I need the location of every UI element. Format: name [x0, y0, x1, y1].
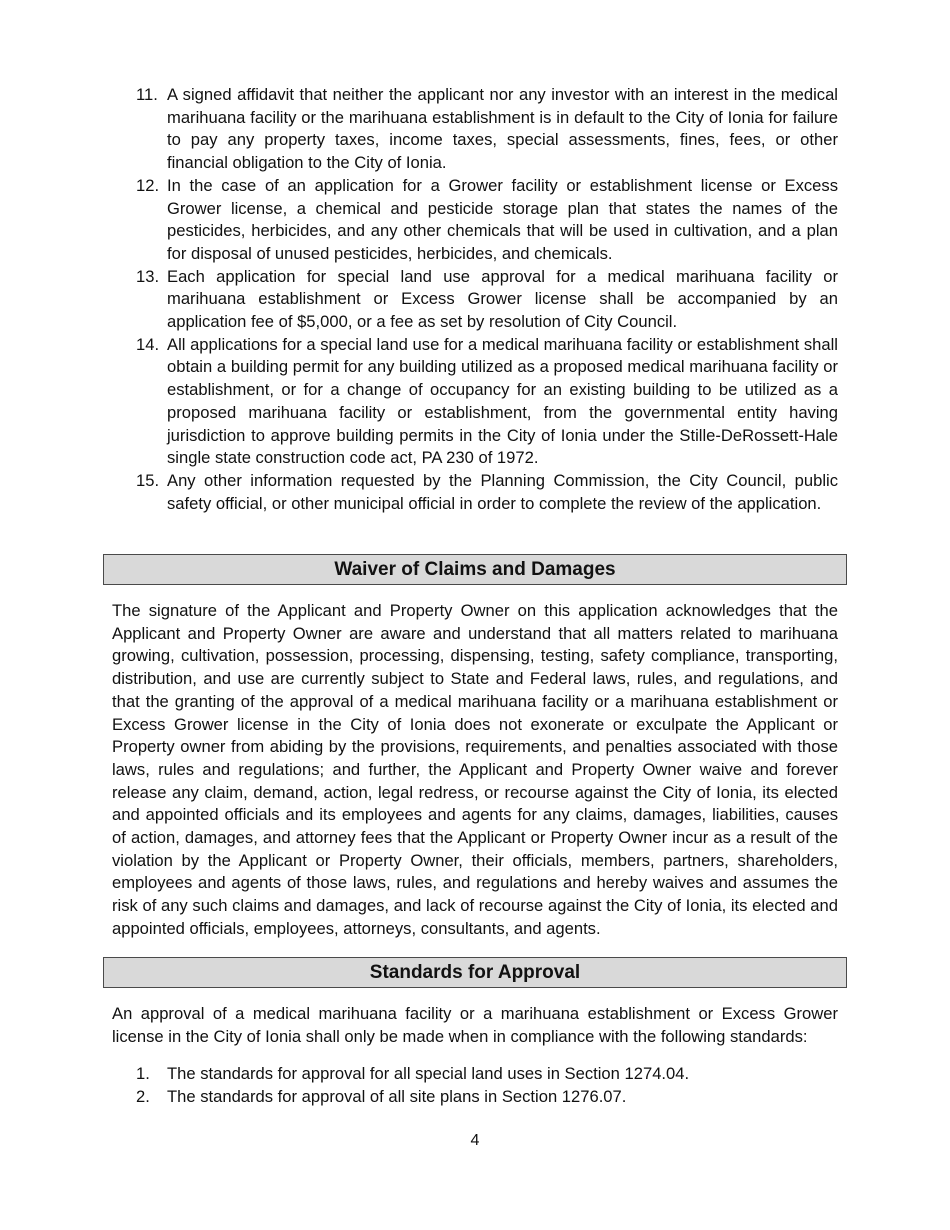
- waiver-paragraph: The signature of the Applicant and Property Owner on this application acknowledges that the Applicant and Property Owner are aware and understand that all matters related to marihuana growing, cultivation, possession, processing, dispensing, testing, safety compliance, transporting, distribution, and use are currently subject to State and Federal laws, rules, and regulations, and that the granting of the approval of a medical marihuana facility or a marihuana establishment or Excess Grower license in the City of Ionia does not exonerate or exculpate the Applicant or Property owner from abiding by the provisions, requirements, and penalties associated with those laws, rules and regulations; and further, the Applicant and Property Owner waive and forever release any claim, demand, action, legal redress, or recourse against the City of Ionia, its elected and appointed officials and its employees and agents for any claims, damages, liabilities, causes of action, damages, and attorney fees that the Applicant or Property Owner incur as a result of the violation by the Applicant or Property Owner, their officials, members, partners, shareholders, employees and agents of those laws, rules, and regulations and hereby waives and assumes the risk of any such claims and damages, and lack of recourse against the City of Ionia, its elected and appointed officials, employees, attorneys, consultants, and agents.: [112, 601, 838, 938]
- list-item-number: 2.: [136, 1086, 150, 1106]
- list-item-text: The standards for approval for all special land uses in Section 1274.04.: [167, 1064, 690, 1083]
- list-item: [136, 1063, 838, 1086]
- list-item-text: Any other information requested by the Planning Commission, the City Council, public safety official, or other municipal official in order to complete the review of the application.: [167, 470, 838, 513]
- list-item: [136, 266, 838, 334]
- list-item: [136, 1086, 838, 1109]
- list-item-text: In the case of an application for a Grower facility or establishment license or Excess Grower license, a chemical and pesticide storage plan that states the names of the pesticides, herbicides, and any other chemicals that will be used in cultivation, and a plan for disposal of unused pesticides, herbicides, and chemicals.: [167, 175, 838, 263]
- list-item-number: 15.: [136, 470, 160, 490]
- list-item-number: 1.: [136, 1064, 150, 1083]
- list-item: [136, 84, 838, 175]
- list-item-number: 14.: [136, 334, 160, 354]
- list-item-number: 13.: [136, 266, 160, 286]
- list-item-text: The standards for approval of all site plans in Section 1276.07.: [167, 1086, 627, 1106]
- page-number: 4: [470, 1132, 480, 1149]
- standards-intro-paragraph: An approval of a medical marihuana facility or a marihuana establishment or Excess Grower license in the City of Ionia shall only be made when in compliance with the following standards:: [112, 1004, 838, 1046]
- application-requirements-list: [136, 84, 838, 515]
- list-item-text: All applications for a special land use for a medical marihuana facility or establishment shall obtain a building permit for any building utilized as a proposed medical marihuana facility or establishment, or for a change of occupancy for an existing building to be utilized as a proposed marihuana facility or establishment, from the governmental entity having jurisdiction to approve building permits in the City of Ionia under the Stille-DeRossett-Hale single state construction code act, PA 230 of 1972.: [167, 334, 838, 468]
- list-item: [136, 175, 838, 266]
- standards-section-heading: Standards for Approval: [103, 957, 847, 988]
- list-item: [136, 470, 838, 515]
- list-item-number: 11.: [136, 85, 158, 104]
- list-item-text: Each application for special land use approval for a medical marihuana facility or marihuana establishment or Excess Grower license shall be accompanied by an application fee of $5,000, or a fee as set by resolution of City Council.: [167, 266, 838, 332]
- list-item-text: A signed affidavit that neither the applicant nor any investor with an interest in the medical marihuana facility or the marihuana establishment is in default to the City of Ionia for failure to pay any property taxes, income taxes, special assessments, fines, fees, or other financial obligation to the City of Ionia.: [167, 85, 838, 173]
- waiver-section-heading: Waiver of Claims and Damages: [103, 554, 847, 585]
- list-item-number: 12.: [136, 175, 160, 195]
- standards-list: [136, 1063, 838, 1108]
- list-item: [136, 334, 838, 470]
